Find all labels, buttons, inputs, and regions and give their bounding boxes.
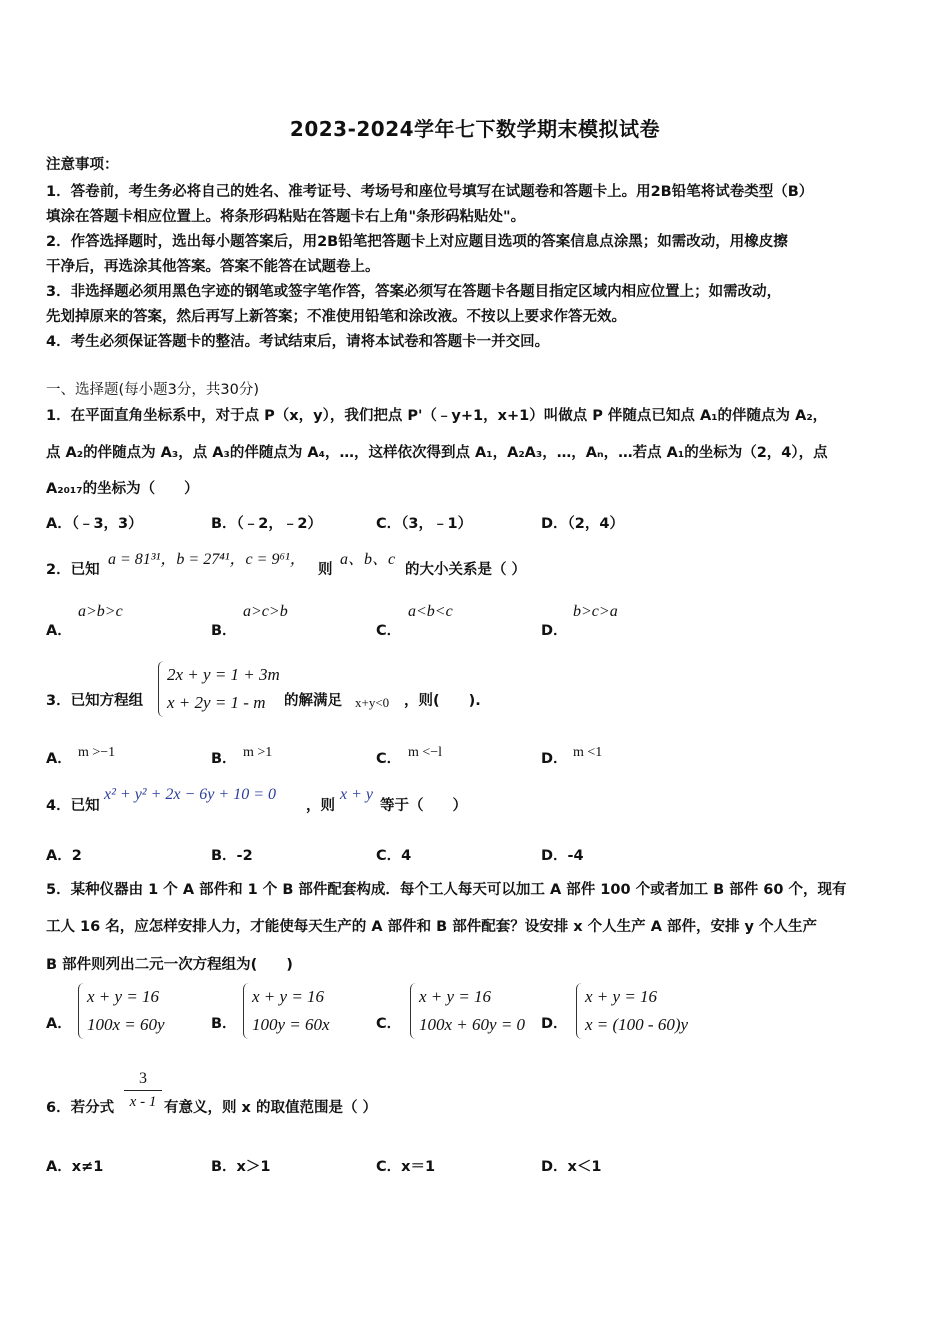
q1-line2: 点 A₂的伴随点为 A₃，点 A₃的伴随点为 A₄，…，这样依次得到点 A₁，A₂A₃，…，Aₙ，…若点 A₁的坐标为（2，4），点 bbox=[46, 445, 828, 461]
q5-option-d-label: D． bbox=[541, 1016, 568, 1032]
q3-eq2: x + 2y = 1 - m bbox=[167, 693, 266, 712]
q5-option-b-eq2: 100y = 60x bbox=[252, 1015, 330, 1034]
q2-option-b-expr: a>c>b bbox=[243, 603, 288, 620]
notes-line: 填涂在答题卡相应位置上。将条形码粘贴在答题卡右上角"条形码粘贴处"。 bbox=[46, 209, 526, 225]
q3-prefix: 3．已知方程组 bbox=[46, 693, 144, 709]
q1-option-a: A．（﹣3，3） bbox=[46, 516, 143, 532]
q2-option-b-label: B． bbox=[211, 623, 237, 639]
q5-option-a-label: A． bbox=[46, 1016, 72, 1032]
q6-suffix: 有意义，则 x 的取值范围是（ ） bbox=[164, 1100, 377, 1116]
page-title: 2023-2024学年七下数学期末模拟试卷 bbox=[289, 117, 661, 141]
q3-mid: 的解满足 bbox=[284, 693, 342, 709]
q5-option-a-system bbox=[78, 983, 165, 1039]
q6-option-a: A．x≠1 bbox=[46, 1159, 104, 1175]
q2-option-d-label: D． bbox=[541, 623, 568, 639]
q3-system bbox=[158, 661, 280, 717]
notes-line: 2．作答选择题时，选出每小题答案后，用2B铅笔把答题卡上对应题目选项的答案信息点涂黑；如需改动，用橡皮擦 bbox=[46, 234, 788, 250]
q5-line3: B 部件则列出二元一次方程组为( ) bbox=[46, 957, 293, 973]
q5-line1: 5．某种仪器由 1 个 A 部件和 1 个 B 部件配套构成．每个工人每天可以加工 A 部件 100 个或者加工 B 部件 60 个，现有 bbox=[46, 882, 847, 898]
q3-option-c-expr: m <−l bbox=[408, 745, 443, 760]
q6-denominator: x - 1 bbox=[129, 1094, 157, 1110]
q5-option-c-system bbox=[410, 983, 525, 1039]
q2-option-a-label: A． bbox=[46, 623, 72, 639]
q6-prefix: 6．若分式 bbox=[46, 1100, 115, 1116]
q5-option-a-eq2: 100x = 60y bbox=[87, 1015, 165, 1034]
q5-option-d-eq2: x = (100 - 60)y bbox=[585, 1015, 689, 1034]
notes-line: 干净后，再选涂其他答案。答案不能答在试题卷上。 bbox=[46, 259, 380, 275]
q4-suffix: 等于（ ） bbox=[380, 798, 467, 814]
q5-line2: 工人 16 名，应怎样安排人力，才能使每天生产的 A 部件和 B 部件配套？设安排 x 个人生产 A 部件，安排 y 个人生产 bbox=[46, 919, 818, 935]
notes-header: 注意事项： bbox=[46, 157, 119, 173]
q3-option-a-expr: m >−1 bbox=[78, 745, 116, 760]
q4-option-d: D．-4 bbox=[541, 848, 584, 864]
q4-math: x² + y² + 2x − 6y + 10 = 0 bbox=[104, 786, 276, 803]
q5-option-a-eq1: x + y = 16 bbox=[87, 987, 160, 1006]
q3-option-d-expr: m <1 bbox=[573, 745, 603, 760]
q4-option-c: C．4 bbox=[376, 848, 412, 864]
q5-option-c-eq1: x + y = 16 bbox=[419, 987, 492, 1006]
q2-option-c-expr: a<b<c bbox=[408, 603, 453, 620]
q2-math: a = 81³¹，b = 27⁴¹，c = 9⁶¹， bbox=[108, 551, 306, 568]
q3-eq1: 2x + y = 1 + 3m bbox=[167, 665, 280, 684]
notes-line: 1．答卷前，考生务必将自己的姓名、准考证号、考场号和座位号填写在试题卷和答题卡上。用2B铅笔将试卷类型（B） bbox=[46, 184, 814, 200]
q6-option-b: B．x＞1 bbox=[211, 1159, 271, 1175]
q5-option-b-label: B． bbox=[211, 1016, 237, 1032]
q5-option-d-eq1: x + y = 16 bbox=[585, 987, 658, 1006]
q6-option-c: C．x＝1 bbox=[376, 1159, 436, 1175]
q4-prefix: 4．已知 bbox=[46, 798, 100, 814]
q4-option-b: B．-2 bbox=[211, 848, 253, 864]
q3-option-c-label: C． bbox=[376, 751, 402, 767]
q3-option-b-label: B． bbox=[211, 751, 237, 767]
q2-option-c-label: C． bbox=[376, 623, 402, 639]
q3-option-a-label: A． bbox=[46, 751, 72, 767]
q4-option-a: A．2 bbox=[46, 848, 82, 864]
q1-line3: A₂₀₁₇的坐标为（ ） bbox=[46, 481, 199, 497]
q5-option-c-label: C． bbox=[376, 1016, 402, 1032]
q5-option-d-system bbox=[576, 983, 688, 1039]
notes-line: 先划掉原来的答案，然后再写上新答案；不准使用铅笔和涂改液。不按以上要求作答无效。 bbox=[46, 309, 626, 325]
q4-expr: x + y bbox=[340, 786, 373, 803]
q2-vars: a、b、c bbox=[340, 551, 396, 568]
q1-option-c: C．（3，﹣1） bbox=[376, 516, 473, 532]
q6-numerator: 3 bbox=[139, 1070, 147, 1087]
q6-option-d: D．x＜1 bbox=[541, 1159, 602, 1175]
q3-option-d-label: D． bbox=[541, 751, 568, 767]
q4-mid: ，则 bbox=[306, 798, 335, 814]
q2-option-d-expr: b>c>a bbox=[573, 603, 618, 620]
section-heading: 一、选择题(每小题3分，共30分) bbox=[46, 382, 259, 398]
q6-fraction bbox=[124, 1068, 162, 1113]
q2-mid: 则 bbox=[318, 562, 333, 578]
q3-cond: x+y<0 bbox=[355, 695, 390, 710]
q3-suffix: ，则( ). bbox=[404, 693, 481, 709]
q5-option-c-eq2: 100x + 60y = 0 bbox=[419, 1015, 526, 1034]
q5-option-b-system bbox=[243, 983, 330, 1039]
q1-line1: 1．在平面直角坐标系中，对于点 P（x，y），我们把点 P'（﹣y+1，x+1）叫做点 P 伴随点已知点 A₁的伴随点为 A₂， bbox=[46, 408, 828, 424]
q3-option-b-expr: m >1 bbox=[243, 745, 273, 760]
q2-option-a-expr: a>b>c bbox=[78, 603, 123, 620]
q5-option-b-eq1: x + y = 16 bbox=[252, 987, 325, 1006]
notes-line: 4．考生必须保证答题卡的整洁。考试结束后，请将本试卷和答题卡一并交回。 bbox=[46, 334, 550, 350]
q2-suffix: 的大小关系是（ ） bbox=[405, 562, 527, 578]
q2-prefix: 2．已知 bbox=[46, 562, 100, 578]
q1-option-d: D．（2，4） bbox=[541, 516, 624, 532]
q1-option-b: B．（﹣2，﹣2） bbox=[211, 516, 322, 532]
notes-line: 3．非选择题必须用黑色字迹的钢笔或签字笔作答，答案必须写在答题卡各题目指定区域内相应位置上；如需改动， bbox=[46, 284, 782, 300]
